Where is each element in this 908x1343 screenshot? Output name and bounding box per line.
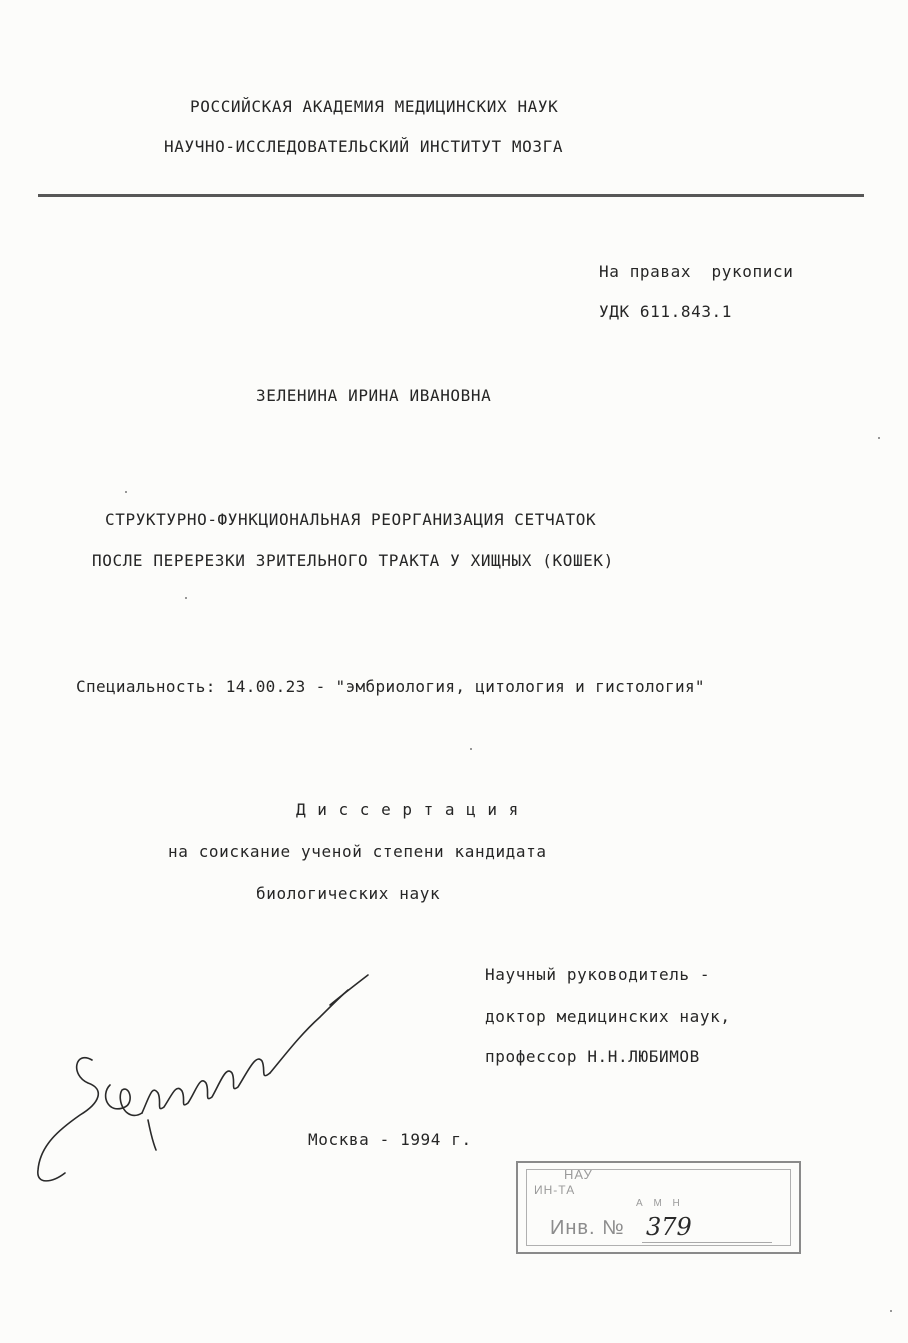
dissertation-heading: Д и с с е р т а ц и я xyxy=(296,800,520,819)
institute-name: НАУЧНО-ИССЛЕДОВАТЕЛЬСКИЙ ИНСТИТУТ МОЗГА xyxy=(164,137,564,156)
supervisor-line-3: профессор Н.Н.ЛЮБИМОВ xyxy=(485,1047,700,1066)
degree-line-1: на соискание ученой степени кандидата xyxy=(168,842,547,861)
title-line-1: СТРУКТУРНО-ФУНКЦИОНАЛЬНАЯ РЕОРГАНИЗАЦИЯ СЕТЧАТОК xyxy=(105,510,597,529)
stamp-text-line-3: А М Н xyxy=(636,1198,684,1209)
scan-speck xyxy=(185,597,187,599)
library-stamp xyxy=(516,1161,801,1254)
inventory-underline xyxy=(642,1242,772,1243)
handwritten-signature xyxy=(30,935,390,1195)
scan-speck xyxy=(125,491,127,493)
inventory-label: Инв. № xyxy=(550,1217,625,1239)
specialty-line: Специальность: 14.00.23 - "эмбриология, цитология и гистология" xyxy=(76,677,705,696)
stamp-text-line-1: НАУ xyxy=(564,1167,593,1182)
academy-name: РОССИЙСКАЯ АКАДЕМИЯ МЕДИЦИНСКИХ НАУК xyxy=(190,97,559,116)
header-divider xyxy=(38,194,864,197)
degree-line-2: биологических наук xyxy=(256,884,441,903)
stamp-text-line-2: ИН-ТА xyxy=(534,1183,576,1197)
scan-speck xyxy=(890,1310,892,1312)
scan-speck xyxy=(878,437,880,439)
supervisor-line-1: Научный руководитель - xyxy=(485,965,711,984)
author-name: ЗЕЛЕНИНА ИРИНА ИВАНОВНА xyxy=(256,386,492,405)
city-year: Москва - 1994 г. xyxy=(308,1130,472,1149)
supervisor-line-2: доктор медицинских наук, xyxy=(485,1007,731,1026)
scan-speck xyxy=(470,748,472,750)
udc-code: УДК 611.843.1 xyxy=(599,302,733,321)
title-line-2: ПОСЛЕ ПЕРЕРЕЗКИ ЗРИТЕЛЬНОГО ТРАКТА У ХИЩНЫХ (КОШЕК) xyxy=(92,551,614,570)
manuscript-rights: На правах рукописи xyxy=(599,262,794,281)
inventory-number: 379 xyxy=(646,1213,692,1241)
